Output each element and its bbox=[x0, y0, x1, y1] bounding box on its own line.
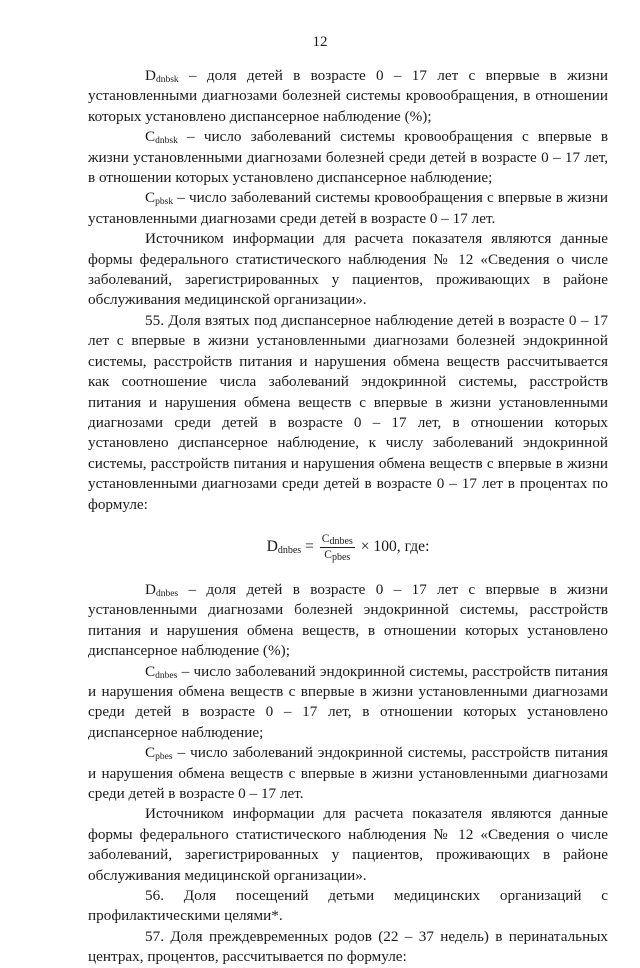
page-number: 12 bbox=[312, 34, 328, 50]
definition-d-dnbsk: $D_{dnbsk}$ – доля детей в возрасте 0 – 17 лет с впервые в жизни установленными диагнозами болезней системы кровообращения, в отношении которых установлено диспансерное наблюдение (%); bbox=[88, 67, 608, 125]
formula-dnbes: $D_{dnbes}$ = $\frac{C_{dnbes}}{C_{pbes}}$ × 100, где: bbox=[266, 532, 430, 563]
formula-fraction: $\frac{C_{dnbes}}{C_{pbes}}$ bbox=[321, 532, 353, 563]
definition-c-dnbes: $C_{dnbes}$ – число заболеваний эндокринной системы, расстройств питания и нарушения обмена веществ с впервые в жизни установленными диагнозами среди детей в возрасте 0 – 17 лет, в отношении которых установлено диспансерное наблюдение; bbox=[88, 662, 608, 741]
source-paragraph-1: Источником информации для расчета показателя являются данные формы федерального статистического наблюдения № 12 «Сведения о числе заболеваний, зарегистрированных у пациентов, проживающих в районе обслуживания медицинской организации». bbox=[88, 230, 608, 309]
source-paragraph-2: Источником информации для расчета показателя являются данные формы федерального статистического наблюдения № 12 «Сведения о числе заболеваний, зарегистрированных у пациентов, проживающих в районе обслуживания медицинской организации». bbox=[88, 805, 608, 884]
document-body bbox=[88, 66, 608, 968]
item-57-paragraph: 57. Доля преждевременных родов (22 – 37 недель) в перинатальных центрах, процентов, рассчитывается по формуле: bbox=[88, 927, 608, 966]
definition-c-dnbsk: $C_{dnbsk}$ – число заболеваний системы кровообращения с впервые в жизни установленными диагнозами болезней среди детей в возрасте 0 – 17 лет, в отношении которых установлено диспансерное наблюдение; bbox=[88, 128, 608, 187]
item-55-paragraph: 55. Доля взятых под диспансерное наблюдение детей в возрасте 0 – 17 лет с впервые в жизни установленными диагнозами болезней эндокринной системы, расстройств питания и нарушения обмена веществ рассчитывается как соотношение числа заболеваний эндокринной системы, расстройств питания и нарушения обмена веществ с впервые в жизни установленными диагнозами среди детей в возрасте 0 – 17 лет, в отношении которых установлено диспансерное наблюдение, к числу заболеваний эндокринной системы, расстройств питания и нарушения обмена веществ с впервые в жизни установленными диагнозами среди детей в возрасте 0 – 17 лет в процентах по формуле: bbox=[88, 311, 608, 513]
item-56-paragraph: 56. Доля посещений детьми медицинских организаций с профилактическими целями*. bbox=[88, 887, 608, 925]
definition-d-dnbes: $D_{dnbes}$ – доля детей в возрасте 0 – 17 лет с впервые в жизни установленными диагнозами болезней эндокринной системы, расстройств питания и нарушения обмена веществ, в отношении которых установлено диспансерное наблюдение (%); bbox=[88, 580, 608, 660]
definition-c-pbsk: $C_{pbsk}$ – число заболеваний системы кровообращения с впервые в жизни установленными диагнозами среди детей в возрасте 0 – 17 лет. bbox=[88, 189, 608, 227]
definition-c-pbes: $C_{pbes}$ – число заболеваний эндокринной системы, расстройств питания и нарушения обмена веществ с впервые в жизни установленными диагнозами среди детей в возрасте 0 – 17 лет. bbox=[88, 744, 608, 802]
